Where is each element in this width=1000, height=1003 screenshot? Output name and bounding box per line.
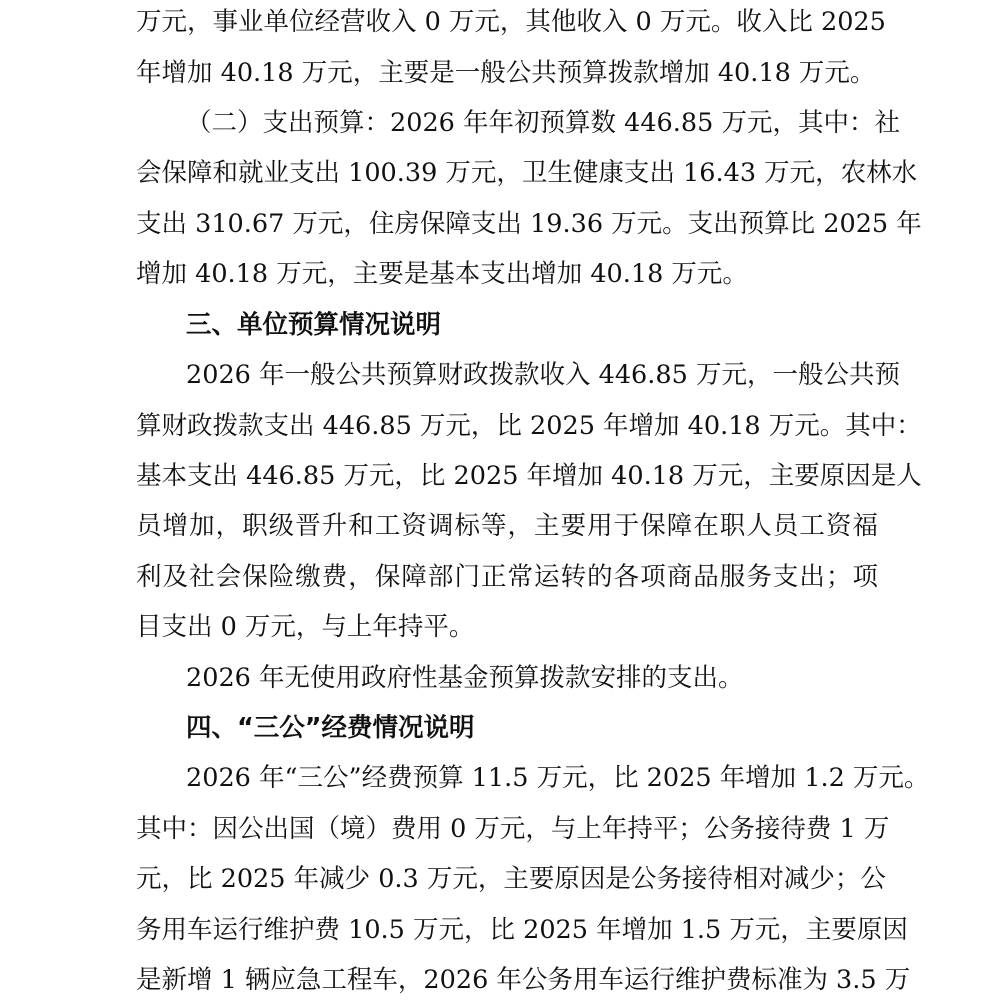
text-line: （二）支出预算：2026 年年初预算数 446.85 万元，其中：社: [186, 108, 900, 138]
text-line: 2026 年无使用政府性基金预算拨款安排的支出。: [186, 663, 744, 693]
text-line: 增加 40.18 万元，主要是基本支出增加 40.18 万元。: [136, 259, 748, 289]
text-line: 基本支出 446.85 万元，比 2025 年增加 40.18 万元，主要原因是人: [136, 461, 922, 491]
text-line: 其中：因公出国（境）费用 0 万元，与上年持平；公务接待费 1 万: [136, 814, 890, 844]
text-line: 会保障和就业支出 100.39 万元，卫生健康支出 16.43 万元，农林水: [136, 158, 918, 188]
section-heading: 三、单位预算情况说明: [186, 310, 442, 340]
text-line: 年增加 40.18 万元，主要是一般公共预算拨款增加 40.18 万元。: [136, 58, 876, 88]
text-line: 目支出 0 万元，与上年持平。: [136, 612, 475, 642]
text-line: 2026 年“三公”经费预算 11.5 万元，比 2025 年增加 1.2 万元。: [186, 763, 930, 793]
text-line: 员增加，职级晋升和工资调标等，主要用于保障在职人员工资福: [136, 511, 878, 541]
text-line: 2026 年一般公共预算财政拨款收入 446.85 万元，一般公共预: [186, 360, 900, 390]
text-line: 算财政拨款支出 446.85 万元，比 2025 年增加 40.18 万元。其中：: [136, 411, 922, 441]
section-heading: 四、“三公”经费情况说明: [186, 713, 475, 743]
text-line: 利及社会保险缴费，保障部门正常运转的各项商品服务支出；项: [136, 562, 878, 592]
text-line: 是新增 1 辆应急工程车，2026 年公务用车运行维护费标准为 3.5 万: [136, 965, 911, 995]
text-line: 万元，事业单位经营收入 0 万元，其他收入 0 万元。收入比 2025: [136, 7, 886, 37]
text-line: 支出 310.67 万元，住房保障支出 19.36 万元。支出预算比 2025 年: [136, 209, 922, 239]
text-line: 元，比 2025 年减少 0.3 万元，主要原因是公务接待相对减少；公: [136, 864, 886, 894]
text-line: 务用车运行维护费 10.5 万元，比 2025 年增加 1.5 万元，主要原因: [136, 915, 908, 945]
